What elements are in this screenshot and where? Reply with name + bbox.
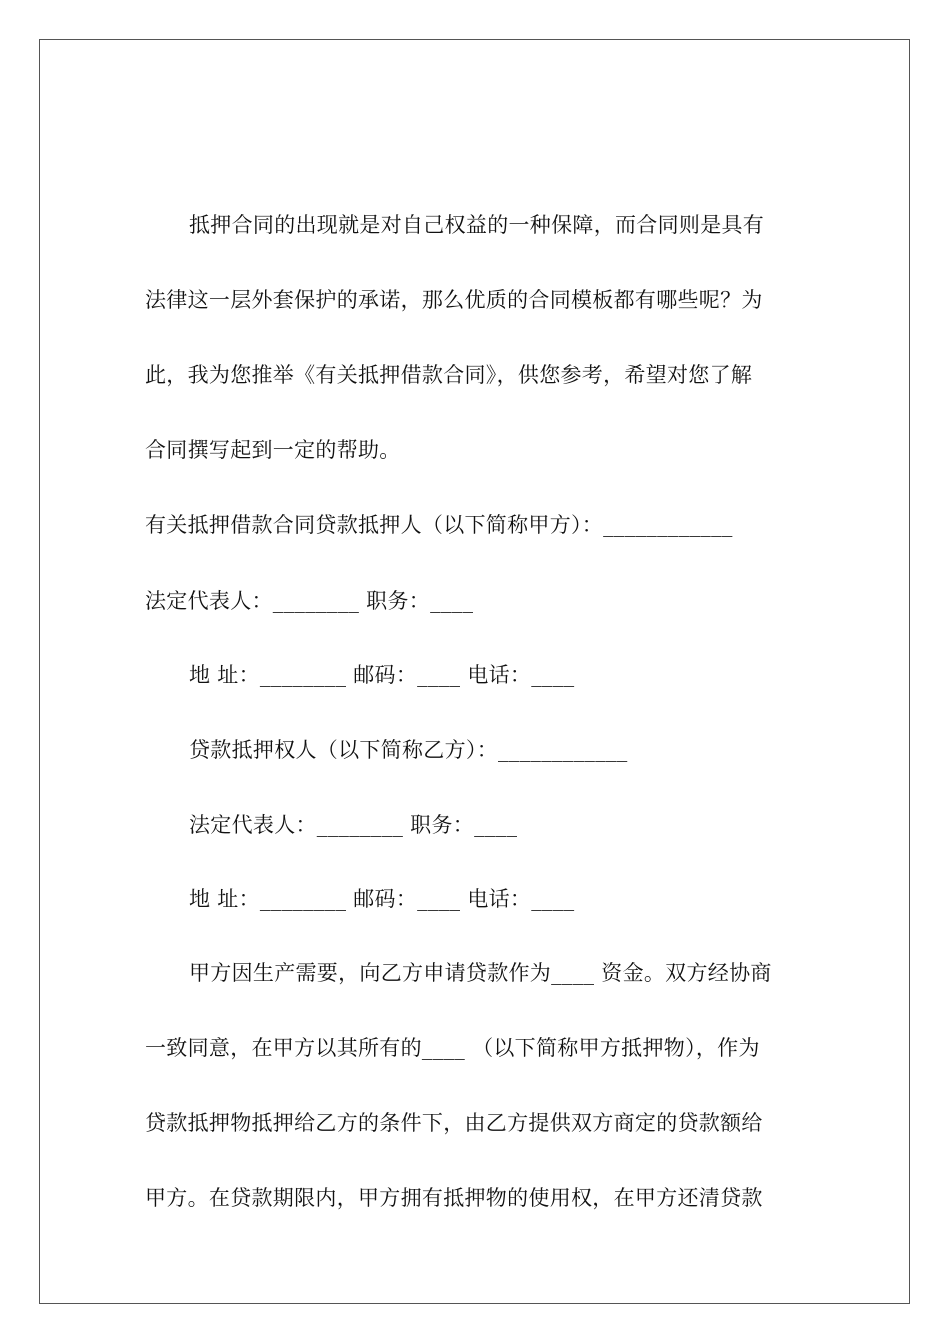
party-a-line: 有关抵押借款合同贷款抵押人（以下简称甲方）：____________ xyxy=(145,513,733,537)
party-b-address-line: 地 址：________ 邮码：____ 电话：____ xyxy=(189,887,575,911)
party-b-representative-line: 法定代表人：________ 职务：____ xyxy=(189,813,518,837)
party-a-representative-line: 法定代表人：________ 职务：____ xyxy=(145,589,474,613)
intro-line-1: 抵押合同的出现就是对自己权益的一种保障，而合同则是具有 xyxy=(189,213,765,237)
body-line-1: 甲方因生产需要，向乙方申请贷款作为____ 资金。双方经协商 xyxy=(189,961,772,985)
body-line-3: 贷款抵押物抵押给乙方的条件下，由乙方提供双方商定的贷款额给 xyxy=(145,1111,763,1135)
body-line-4: 甲方。在贷款期限内，甲方拥有抵押物的使用权，在甲方还清贷款 xyxy=(145,1186,763,1210)
intro-line-4: 合同撰写起到一定的帮助。 xyxy=(145,438,401,462)
party-a-address-line: 地 址：________ 邮码：____ 电话：____ xyxy=(189,663,575,687)
intro-line-3: 此，我为您推举《有关抵押借款合同》，供您参考，希望对您了解 xyxy=(145,363,753,387)
party-b-line: 贷款抵押权人（以下简称乙方）：____________ xyxy=(189,738,628,762)
body-line-2: 一致同意，在甲方以其所有的____ （以下简称甲方抵押物），作为 xyxy=(145,1036,760,1060)
intro-line-2: 法律这一层外套保护的承诺，那么优质的合同模板都有哪些呢？为 xyxy=(145,288,763,312)
